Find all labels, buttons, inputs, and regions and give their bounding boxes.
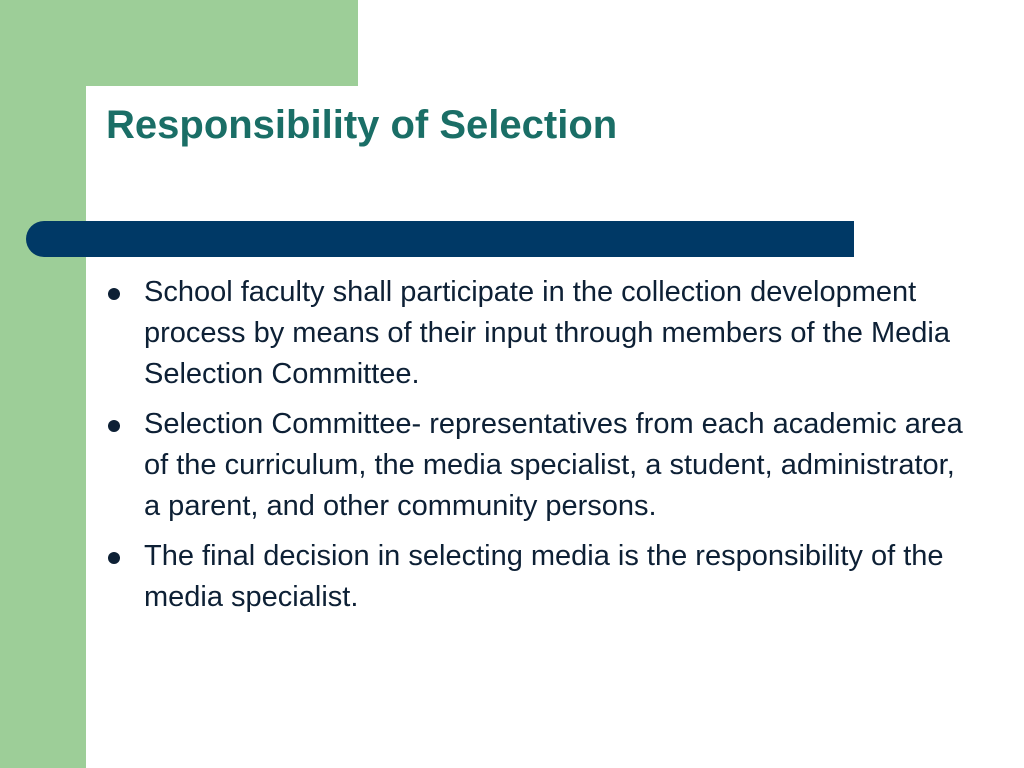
bullet-text: The final decision in selecting media is the responsibility of the media specialist. bbox=[144, 540, 944, 613]
bullet-dot-icon bbox=[108, 420, 120, 432]
bullet-list bbox=[106, 272, 966, 627]
green-sidebar bbox=[0, 0, 86, 768]
green-top-band bbox=[0, 0, 358, 86]
bullet-dot-icon bbox=[108, 552, 120, 564]
bullet-text: School faculty shall participate in the collection development process by means of their input through members of the Media Selection Committee. bbox=[144, 276, 950, 390]
bullet-item bbox=[106, 536, 966, 618]
bullet-item bbox=[106, 272, 966, 395]
bullet-dot-icon bbox=[108, 288, 120, 300]
title-divider-bar bbox=[26, 221, 854, 257]
bullet-item bbox=[106, 404, 966, 527]
bullet-text: Selection Committee- representatives from each academic area of the curriculum, the media specialist, a student, administrator, a parent, and other community persons. bbox=[144, 408, 963, 522]
slide-title: Responsibility of Selection bbox=[106, 103, 618, 147]
